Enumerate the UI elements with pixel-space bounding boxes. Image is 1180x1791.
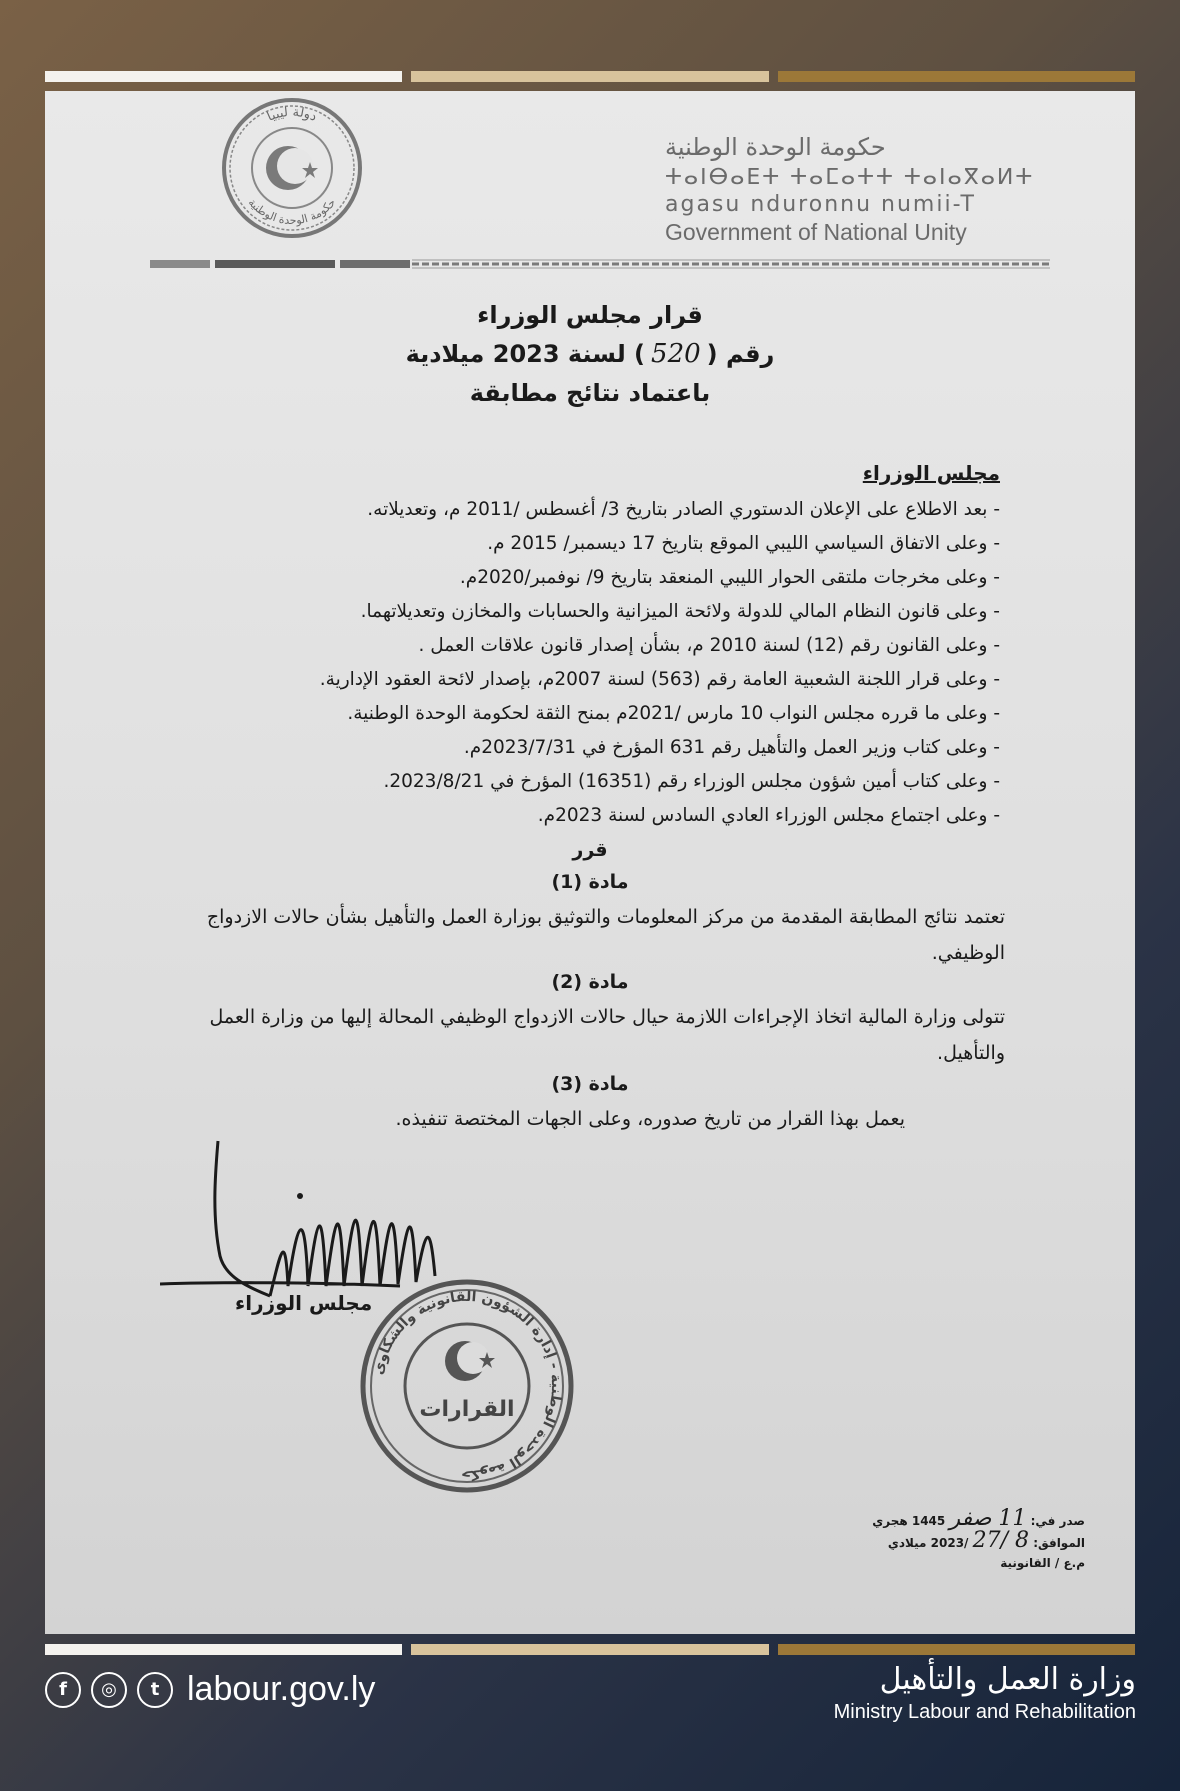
seal-bottom-text: حكومة الوحدة الوطنية	[245, 195, 339, 228]
preamble-clause: - وعلى مخرجات ملتقى الحوار الليبي المنعقد بتاريخ 9/ نوفمبر/2020م.	[459, 567, 1000, 588]
decree-subject: باعتماد نتائج مطابقة	[469, 379, 711, 407]
seal-top-text: دولة ليبيا	[264, 104, 319, 125]
decree-document	[45, 91, 1135, 1634]
ministry-name-arabic: وزارة العمل والتأهيل	[879, 1662, 1136, 1697]
letterhead-divider	[150, 258, 1050, 270]
issued-label: صدر في:	[1030, 1514, 1085, 1528]
stamp-center-text: القرارات	[419, 1397, 515, 1422]
bottom-bar-white	[45, 1644, 402, 1655]
preamble-clause: - وعلى اجتماع مجلس الوزراء العادي السادس لسنة 2023م.	[537, 805, 1000, 826]
top-bar-gold	[778, 71, 1135, 82]
office-label: م.ع / القانونية	[1000, 1556, 1085, 1570]
facebook-icon[interactable]: f	[45, 1672, 81, 1708]
top-bar-white	[45, 71, 402, 82]
gov-name-arabic: حكومة الوحدة الوطنية	[665, 133, 886, 161]
decisions-stamp	[357, 1276, 577, 1496]
gov-name-amazigh-latin: agasu nduronnu numii-T	[665, 192, 976, 217]
top-bar-beige	[411, 71, 769, 82]
gov-name-english: Government of National Unity	[665, 219, 967, 245]
decree-title: قرار مجلس الوزراء	[477, 301, 703, 329]
svg-text:دولة ليبيا	[265, 105, 319, 125]
decree-heading	[45, 291, 1135, 417]
libya-emblem-seal	[210, 96, 375, 246]
council-label: مجلس الوزراء	[862, 461, 1000, 485]
greg-handwritten: 8 /27	[972, 1528, 1030, 1553]
decided-label: قرر	[572, 839, 608, 861]
article-1-title: مادة (1)	[551, 871, 629, 893]
article-3-text: يعمل بهذا القرار من تاريخ صدوره، وعلى الجهات المختصة تنفيذه.	[395, 1108, 905, 1130]
decree-number: 520	[651, 339, 701, 369]
preamble-clause: - بعد الاطلاع على الإعلان الدستوري الصادر بتاريخ 3/ أغسطس /2011 م، وتعديلاته.	[367, 499, 1000, 520]
instagram-icon[interactable]: ◎	[91, 1672, 127, 1708]
decree-number-prefix: رقم (	[706, 340, 775, 368]
svg-text:حكومة الوحدة الوطنية	[246, 196, 339, 227]
preamble-clause: - وعلى كتاب وزير العمل والتأهيل رقم 631 المؤرخ في 2023/7/31م.	[463, 737, 1000, 758]
article-2-title: مادة (2)	[551, 971, 629, 993]
stamp-ring-text: حكومة الوحدة الوطنية - إدارة الشؤون القانونية والشكاوى	[370, 1288, 565, 1484]
article-3-title: مادة (3)	[551, 1073, 629, 1095]
signature-label: مجلس الوزراء	[235, 1291, 373, 1315]
bottom-bar-beige	[411, 1644, 769, 1655]
bottom-bar-gold	[778, 1644, 1135, 1655]
ministry-name-english: Ministry Labour and Rehabilitation	[833, 1701, 1136, 1723]
preamble-clause: - وعلى القانون رقم (12) لسنة 2010 م، بشأن إصدار قانون علاقات العمل .	[418, 635, 1000, 656]
footer-social	[45, 1670, 375, 1709]
decree-number-line	[45, 339, 1135, 369]
government-name-block	[665, 133, 1080, 246]
preamble-clause: - وعلى ما قرره مجلس النواب 10 مارس /2021م بمنح الثقة لحكومة الوحدة الوطنية.	[347, 703, 1000, 724]
hijri-year: 1445 هجري	[872, 1514, 946, 1528]
greg-year: /2023 ميلادي	[887, 1536, 969, 1550]
article-1-text: تعتمد نتائج المطابقة المقدمة من مركز المعلومات والتوثيق بوزارة العمل والتأهيل بشأن حالات الازدواج الوظيفي.	[206, 906, 1005, 964]
preamble-clauses	[170, 493, 1000, 833]
gov-name-tifinagh: ⵜⴰⵏⴱⴰⴹⵜ ⵜⴰⵎⴰⵜⵜ ⵜⴰⵏⴰⴳⴰⵍⵜ	[665, 165, 1035, 190]
corresponding-label: الموافق:	[1033, 1536, 1085, 1550]
hijri-day-handwritten: 11 صفر	[949, 1506, 1027, 1531]
issue-date-block	[795, 1506, 1085, 1573]
preamble-clause: - وعلى قرار اللجنة الشعبية العامة رقم (563) لسنة 2007م، بإصدار لائحة العقود الإدارية.	[319, 669, 1000, 690]
preamble-clause: - وعلى كتاب أمين شؤون مجلس الوزراء رقم (16351) المؤرخ في 2023/8/21.	[383, 771, 1000, 792]
preamble-clause: - وعلى الاتفاق السياسي الليبي الموقع بتاريخ 17 ديسمبر/ 2015 م.	[487, 533, 1000, 554]
corresponding-line	[795, 1528, 1085, 1553]
issued-line	[795, 1506, 1085, 1531]
preamble-clause: - وعلى قانون النظام المالي للدولة ولائحة الميزانية والحسابات والمخازن وتعديلاتهما.	[360, 601, 1000, 622]
article-2-text: تتولى وزارة المالية اتخاذ الإجراءات اللازمة حيال حالات الازدواج الوظيفي المحالة إليها من وزارة العمل والتأهيل.	[209, 1006, 1005, 1064]
twitter-icon[interactable]: t	[137, 1672, 173, 1708]
website-link[interactable]: labour.gov.ly	[187, 1670, 376, 1708]
decree-number-suffix: ) لسنة 2023 ميلادية	[405, 340, 646, 368]
ministry-branding	[834, 1662, 1136, 1724]
